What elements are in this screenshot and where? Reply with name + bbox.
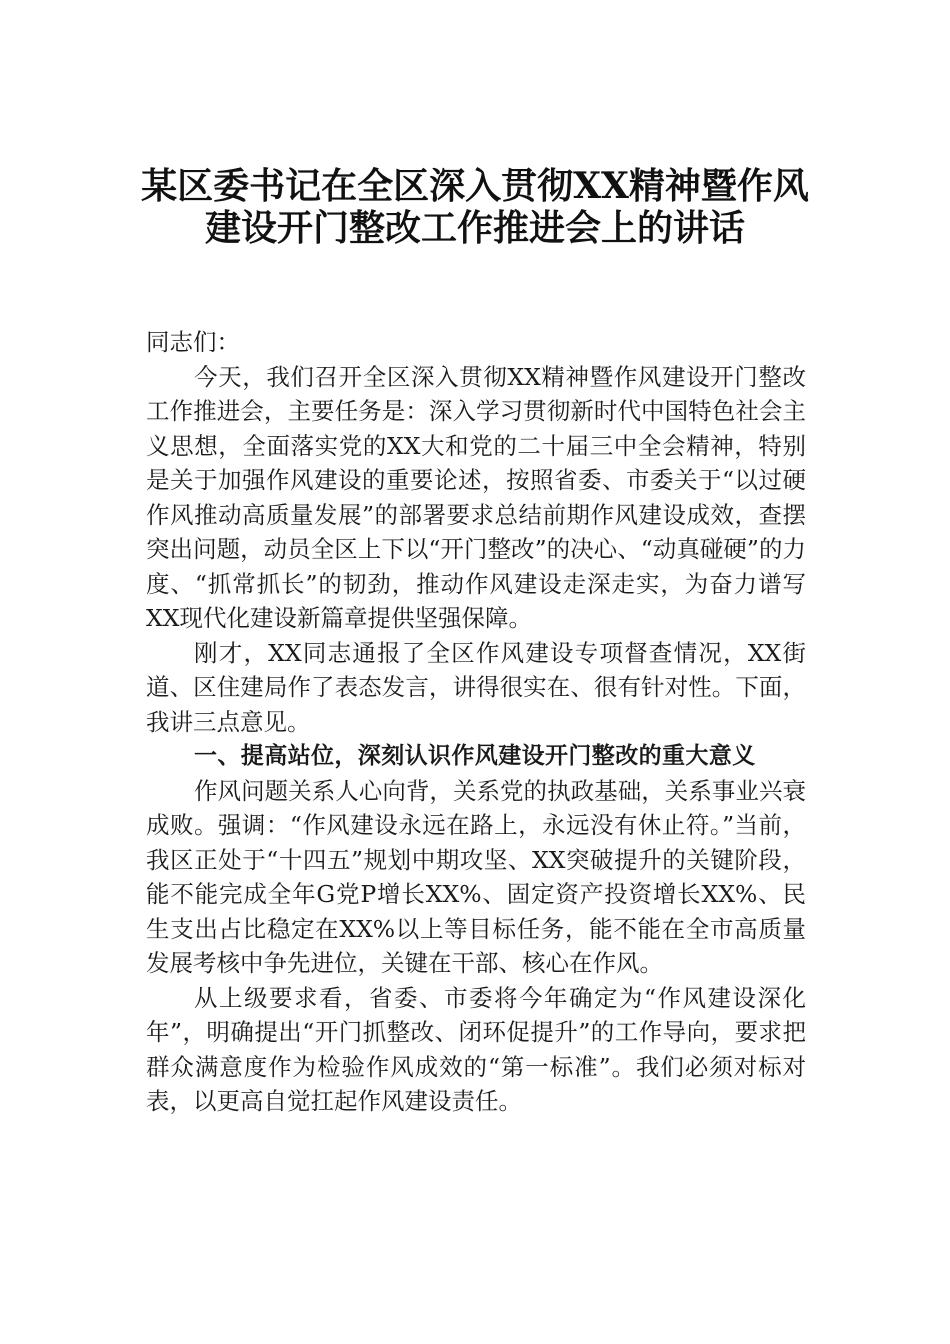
salutation: 同志们： bbox=[146, 328, 240, 356]
document-title-line-1: 某区委书记在全区深入贯彻XX精神暨作风 bbox=[141, 165, 809, 207]
paragraph-opening: 今天，我们召开全区深入贯彻XX精神暨作风建设开门整改工作推进会，主要任务是：深入学习贯彻新时代中国特色社会主义思想，全面落实党的XX大和党的二十届三中全会精神，特别是关于加强作风建设的重要论述，按照省委、市委关于“以过硬作风推动高质量发展”的部署要求总结前期作风建设成效，查摆突出问题，动员全区上下以“开门整改”的决心、“动真碰硬”的力度、“抓常抓长”的韧劲，推动作风建设走深走实，为奋力谱写XX现代化建设新篇章提供坚强保障。 bbox=[146, 362, 806, 632]
document-title-line-2: 建设开门整改工作推进会上的讲话 bbox=[204, 207, 745, 249]
document-body bbox=[146, 325, 806, 1119]
section-heading-1: 一、提高站位，深刻认识作风建设开门整改的重大意义 bbox=[194, 743, 756, 769]
paragraph-agenda: 刚才，XX同志通报了全区作风建设专项督查情况，XX街道、区住建局作了表态发言，讲得很实在、很有针对性。下面，我讲三点意见。 bbox=[146, 638, 806, 736]
paragraph-section-1-a: 作风问题关系人心向背，关系党的执政基础，关系事业兴衰成败。强调：“作风建设永远在路上，永远没有休止符。”当前，我区正处于“十四五”规划中期攻坚、XX突破提升的关键阶段，能不能完成全年G党P增长XX%、固定资产投资增长XX%、民生支出占比稳定在XX%以上等目标任务，能不能在全市高质量发展考核中争先进位，关键在干部、核心在作风。 bbox=[146, 776, 806, 977]
paragraph-section-1-b: 从上级要求看，省委、市委将今年确定为“作风建设深化年”，明确提出“开门抓整改、闭环促提升”的工作导向，要求把群众满意度作为检验作风成效的“第一标准”。我们必须对标对表，以更高自觉扛起作风建设责任。 bbox=[146, 983, 806, 1115]
